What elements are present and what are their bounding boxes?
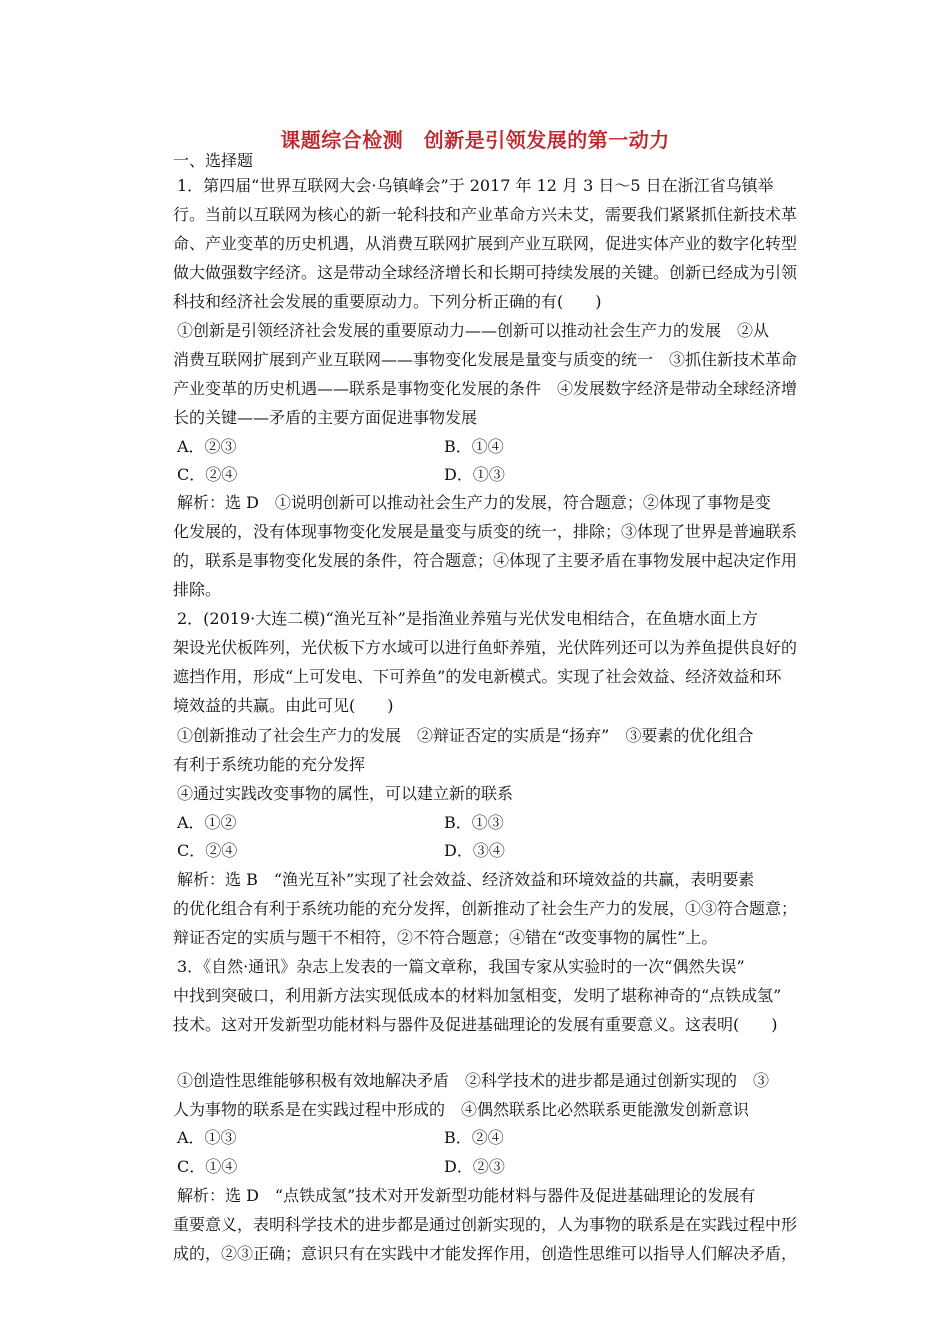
q2-stem-line: 境效益的共赢。由此可见( ) xyxy=(173,696,394,715)
q3-statement-line: ①创造性思维能够积极有效地解决矛盾 ②科学技术的进步都是通过创新实现的 ③ xyxy=(177,1071,770,1090)
q3-option-a: A．①③ xyxy=(177,1128,237,1147)
q2-answer-line: 辩证否定的实质与题干不相符，②不符合题意；④错在“改变事物的属性”上。 xyxy=(173,928,718,947)
q1-option-c: C．②④ xyxy=(177,465,238,484)
q3-option-d: D．②③ xyxy=(444,1157,505,1176)
q1-option-a: A．②③ xyxy=(177,437,237,456)
q3-answer-line: 成的，②③正确；意识只有在实践中才能发挥作用，创造性思维可以指导人们解决矛盾， xyxy=(173,1244,798,1263)
q1-stem-line: 1．第四届“世界互联网大会·乌镇峰会”于 2017 年 12 月 3 日～5 日在浙江省乌镇举 xyxy=(177,176,774,195)
q2-option-c: C．②④ xyxy=(177,841,238,860)
q3-option-b: B．②④ xyxy=(444,1128,504,1147)
q1-statement-line: 产业变革的历史机遇——联系是事物变化发展的条件 ④发展数字经济是带动全球经济增 xyxy=(173,379,798,398)
q2-stem-line: 架设光伏板阵列，光伏板下方水域可以进行鱼虾养殖，光伏阵列还可以为养鱼提供良好的 xyxy=(173,638,798,657)
q1-stem-line: 命、产业变革的历史机遇，从消费互联网扩展到产业互联网，促进实体产业的数字化转型 xyxy=(173,234,798,253)
q1-answer-line: 排除。 xyxy=(173,580,222,599)
q2-option-a: A．①② xyxy=(177,813,237,832)
q2-statement-line: ④通过实践改变事物的属性，可以建立新的联系 xyxy=(177,784,514,803)
q3-answer-line: 重要意义，表明科学技术的进步都是通过创新实现的，人为事物的联系是在实践过程中形 xyxy=(173,1215,798,1234)
q1-stem-line: 行。当前以互联网为核心的新一轮科技和产业革命方兴未艾，需要我们紧紧抓住新技术革 xyxy=(173,205,798,224)
q2-option-b: B．①③ xyxy=(444,813,504,832)
q2-answer-line: 的优化组合有利于系统功能的充分发挥，创新推动了社会生产力的发展，①③符合题意； xyxy=(173,899,798,918)
q1-answer-line: 的，联系是事物变化发展的条件，符合题意；④体现了主要矛盾在事物发展中起决定作用 xyxy=(173,551,798,570)
q2-statement-line: ①创新推动了社会生产力的发展 ②辩证否定的实质是“扬弃” ③要素的优化组合 xyxy=(177,726,754,745)
q3-answer-line: 解析：选 D “点铁成氢”技术对开发新型功能材料与器件及促进基础理论的发展有 xyxy=(177,1186,756,1205)
q2-answer-line: 解析：选 B “渔光互补”实现了社会效益、经济效益和环境效益的共赢，表明要素 xyxy=(177,870,755,889)
q3-option-c: C．①④ xyxy=(177,1157,238,1176)
q1-option-b: B．①④ xyxy=(444,437,504,456)
q1-statement-line: ①创新是引领经济社会发展的重要原动力——创新可以推动社会生产力的发展 ②从 xyxy=(177,321,770,340)
q1-answer-line: 解析：选 D ①说明创新可以推动社会生产力的发展，符合题意；②体现了事物是变 xyxy=(177,493,771,512)
page-title: 课题综合检测 创新是引领发展的第一动力 xyxy=(280,128,670,152)
q1-stem-line: 做大做强数字经济。这是带动全球经济增长和长期可持续发展的关键。创新已经成为引领 xyxy=(173,263,798,282)
q3-statement-line: 人为事物的联系是在实践过程中形成的 ④偶然联系比必然联系更能激发创新意识 xyxy=(173,1100,750,1119)
q3-stem-line: 3．《自然·通讯》杂志上发表的一篇文章称，我国专家从实验时的一次“偶然失误” xyxy=(177,957,745,976)
section-heading: 一、选择题 xyxy=(173,151,254,170)
q2-statement-line: 有利于系统功能的充分发挥 xyxy=(173,755,366,774)
q1-answer-line: 化发展的，没有体现事物变化发展是量变与质变的统一，排除；③体现了世界是普遍联系 xyxy=(173,522,798,541)
q3-stem-line: 中找到突破口，利用新方法实现低成本的材料加氢相变，发明了堪称神奇的“点铁成氢” xyxy=(173,986,782,1005)
q1-option-d: D．①③ xyxy=(444,465,505,484)
q3-stem-line: 技术。这对开发新型功能材料与器件及促进基础理论的发展有重要意义。这表明( ) xyxy=(173,1015,778,1034)
q1-stem-line: 科技和经济社会发展的重要原动力。下列分析正确的有( ) xyxy=(173,292,602,311)
q1-statement-line: 长的关键——矛盾的主要方面促进事物发展 xyxy=(173,408,478,427)
q2-stem-line: 遮挡作用，形成“上可发电、下可养鱼”的发电新模式。实现了社会效益、经济效益和环 xyxy=(173,667,782,686)
q1-statement-line: 消费互联网扩展到产业互联网——事物变化发展是量变与质变的统一 ③抓住新技术革命 xyxy=(173,350,798,369)
q2-option-d: D．③④ xyxy=(444,841,505,860)
q2-stem-line: 2．(2019·大连二模)“渔光互补”是指渔业养殖与光伏发电相结合，在鱼塘水面上方 xyxy=(177,609,758,628)
